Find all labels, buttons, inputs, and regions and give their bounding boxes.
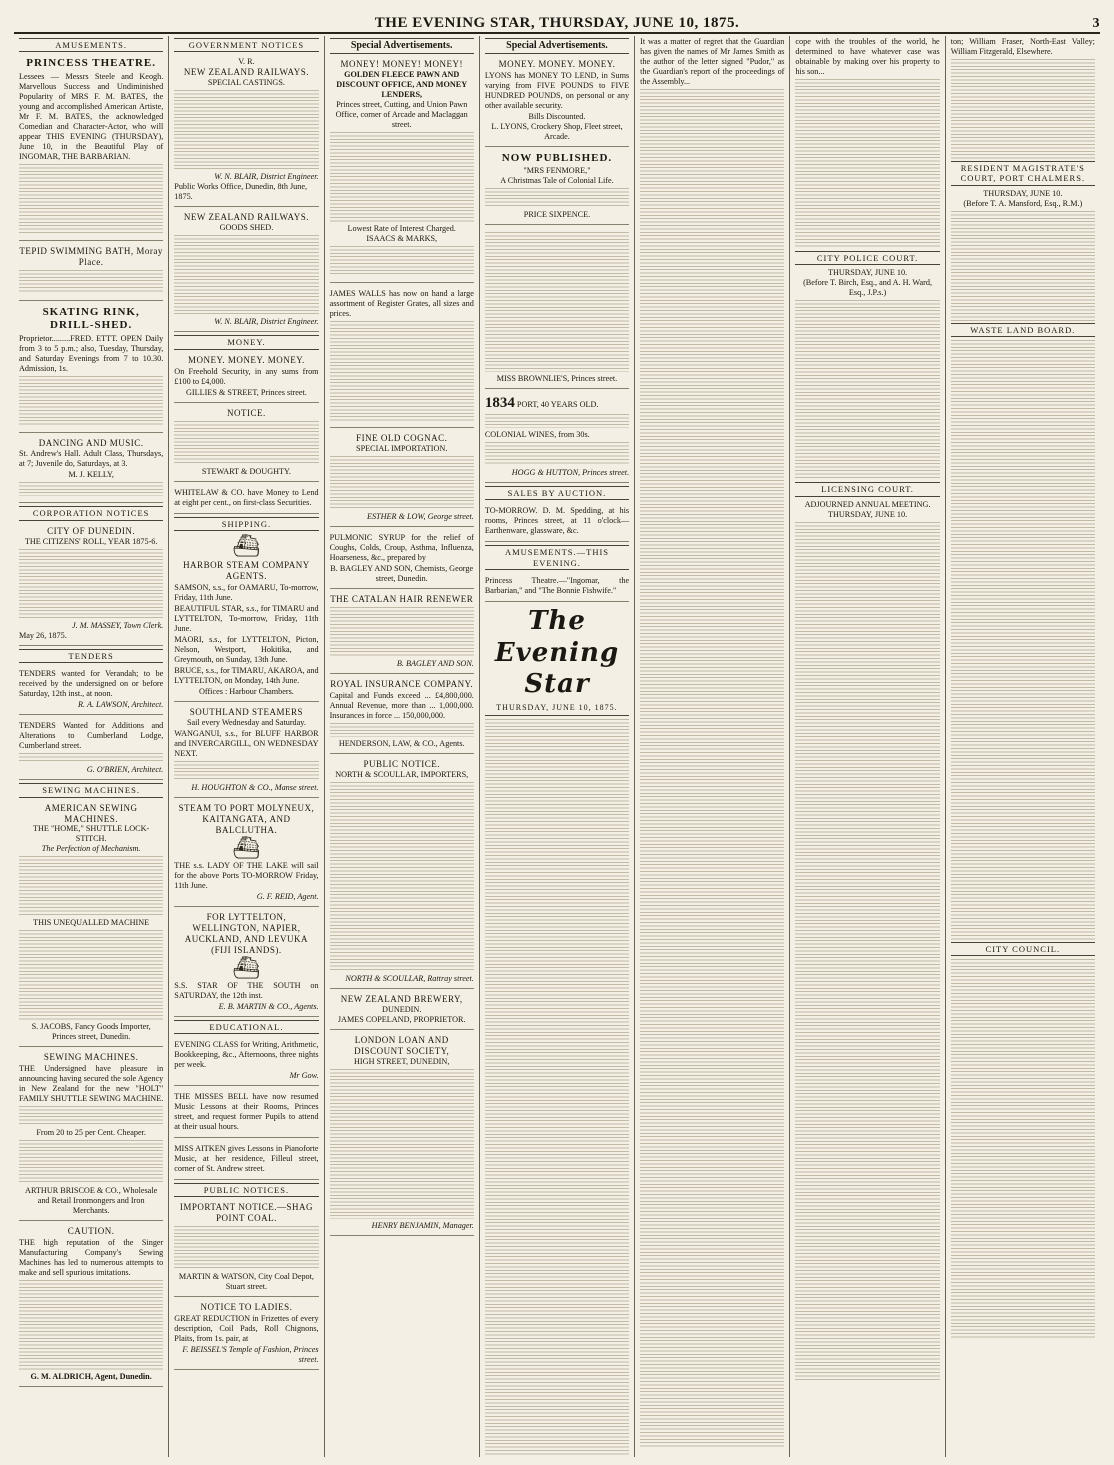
text-block [330,723,474,737]
ad-subheading: "MRS FENMORE," [523,165,591,175]
text-block [330,246,474,276]
court-date: THURSDAY, JUNE 10. [983,188,1063,198]
ad-body: St. Andrew's Hall. Adult Class, Thursdays, at 7; Juvenile do, Saturdays, at 3. [19,449,164,469]
advertisement [174,55,318,207]
ad-body: PULMONIC SYRUP for the relief of Coughs, Colds, Croup, Asthma, Influenza, Hoarseness, &c., prepared by [329,533,474,563]
ad-signature: S. JACOBS, Fancy Goods Importer, Princes street, Dunedin. [31,1022,151,1042]
ad-subheading: Sail every Wednesday and Saturday. [186,717,306,727]
text-block [330,132,474,222]
ad-body: Princess Theatre.—"Ingomar, the Barbarian," and "The Bonnie Fishwife." [484,575,630,595]
advertisement [330,992,474,1030]
ad-subheading: NORTH & SCOULLAR, IMPORTERS, [335,770,469,780]
section-heading: WASTE LAND BOARD. [951,323,1095,337]
advertisement [330,286,474,428]
ad-signature: ISAACS & MARKS, [366,234,438,244]
shipping-notice: SAMSON, s.s., for OAMARU, To-morrow, Friday, 11th June. [174,582,319,602]
ad-subheading: The Perfection of Mechanism. [41,844,141,854]
ad-body: WHITELAW & CO. have Money to Lend at eight per cent., on first-class Securities. [174,487,319,507]
editorial-text [485,719,629,1457]
ad-body: THE Undersigned have pleasure in announcing having secured the sole Agency in New Zealand for the new "HOLT" FAMILY SHUTTLE SEWING MACHINE. [19,1064,164,1104]
steamship-icon: ⛴ [232,834,261,860]
ad-subheading: PRICE SIXPENCE. [523,209,591,219]
section-heading: EDUCATIONAL. [174,1020,318,1034]
ad-note: Lowest Rate of Interest Charged. [347,224,456,234]
court-date: THURSDAY, JUNE 10. [827,268,908,278]
ad-subheading: SPECIAL CASTINGS. [207,78,285,88]
shipping-notice: BRUCE, s.s., for TIMARU, AKAROA, and LYTTELTON, on Monday, 14th June. [174,665,319,685]
ad-note: Offices : Harbour Chambers. [198,686,294,696]
ad-body: A Christmas Tale of Colonial Life. [500,175,614,185]
ad-heading: ROYAL INSURANCE COMPANY. [330,679,474,690]
court-date: THURSDAY, JUNE 10. [827,509,908,519]
advertisement [174,485,318,514]
ad-body: TENDERS Wanted for Additions and Alterations to Cumberland Lodge, Cumberland street. [19,721,164,751]
ad-heading: FINE OLD COGNAC. [356,433,448,444]
ad-body: Lessees — Messrs Steele and Keogh. Marvellous Success and Undiminished Popularity of MRS F. M. BATES, the young and accomplished American Artiste, Mr F. M. BATES, the acknowledged Comedian and Character-Actor, who will appear THIS EVENING (THURSDAY), June 10, in the Beautiful Play of INGOMAR, THE BARBARIAN. [19,71,164,161]
text-block [485,232,629,372]
ad-heading: HARBOR STEAM COMPANY AGENTS. [183,559,310,581]
section-heading: LICENSING COURT. [795,482,939,496]
ad-heading: DANCING AND MUSIC. [38,437,144,448]
advertisement [19,666,163,715]
ad-signature: R. A. LAWSON, Architect. [78,700,164,710]
advertisement [330,677,474,754]
text-block [174,235,318,315]
advertisement [174,910,318,1017]
ad-body: WANGANUI, s.s., for BLUFF HARBOR and INVERCARGILL, ON WEDNESDAY NEXT. [174,728,319,758]
ad-signature: W. N. BLAIR, District Engineer. [214,172,319,182]
section-heading: SEWING MACHINES. [19,783,163,797]
advertisement [19,524,163,646]
column-6 [790,36,945,1457]
text-block [330,607,474,657]
ad-signature: MARTIN & WATSON, City Coal Depot, Stuart street. [178,1272,314,1292]
section-heading: AMUSEMENTS.—THIS EVENING. [485,545,629,570]
text-block [174,90,318,170]
text-block [485,442,629,466]
ad-signature: E. B. MARTIN & CO., Agents. [218,1001,319,1011]
column-5 [635,36,790,1457]
ad-subheading: SPECIAL IMPORTATION. [356,444,448,454]
ad-signature: M. J. KELLY, [68,470,114,480]
newspaper-logo: The Evening Star [494,605,620,700]
text-block [19,856,163,916]
ad-signature: GILLIES & STREET, Princes street. [186,387,307,397]
section-heading: CORPORATION NOTICES [19,506,163,520]
text-block [19,549,163,619]
ad-body: TO-MORROW. D. M. Spedding, at his rooms, Princes street, at 11 o'clock—Earthenware, glassware, &c. [484,506,630,536]
ad-heading: PUBLIC NOTICE. [363,759,440,770]
ad-subheading: DUNEDIN. [382,1005,422,1014]
ad-signature: L. LYONS, Crockery Shop, Fleet street, Arcade. [491,122,623,142]
ad-heading: SKATING RINK, DRILL-SHED. [42,305,140,332]
shipping-notice: MAORI, s.s., for LYTTELTON, Picton, Nelson, Westport, Hokitika, and Greymouth, on Sunday, 13th June. [174,634,319,664]
section-heading: RESIDENT MAGISTRATE'S COURT, PORT CHALMERS. [951,161,1095,186]
ad-body: Capital and Funds exceed ... £4,800,000. Annual Revenue, more than ... 1,000,000. Insurances in force ... 150,000,000. [329,691,474,721]
masthead-title: THE EVENING STAR, THURSDAY, JUNE 10, 1875. [374,15,740,31]
page-number: 3 [1092,16,1100,31]
ad-body: JAMES WALLS has now on hand a large assortment of Register Grates, all sizes and prices. [329,289,474,319]
ad-heading: NOW PUBLISHED. [501,152,613,165]
column-1 [14,36,169,1457]
text-block [19,753,163,763]
ad-heading: CAUTION. [67,1226,115,1237]
ad-heading: STEAM TO PORT MOLYNEUX, KAITANGATA, AND BALCLUTHA. [178,802,315,835]
ad-signature: Mr Gow. [289,1071,319,1080]
advertisement [174,1141,318,1180]
ad-date: Public Works Office, Dunedin, 8th June, 1875. [174,182,308,202]
text-block [174,421,318,465]
ad-subheading: GOODS SHED. [219,223,274,233]
ad-heading: PORT, 40 YEARS OLD. [516,399,599,409]
advertisement [330,530,474,589]
ad-heading: NOTICE TO LADIES. [200,1302,293,1313]
ad-heading: NEW ZEALAND BREWERY, [340,994,463,1005]
text-block [19,482,163,496]
section-heading: SALES BY AUCTION. [485,486,629,500]
text-block [330,1069,474,1219]
court-bench: (Before T. A. Mansford, Esq., R.M.) [963,198,1083,208]
ad-heading: MONEY. MONEY. MONEY. [188,354,305,365]
text-block [330,456,474,510]
ad-signature: B. BAGLEY AND SON, Chemists, George street, Dunedin. [330,564,474,584]
ad-heading: NOTICE. [227,407,266,418]
advertisement [485,503,629,542]
ad-signature: G. F. REID, Agent. [256,891,319,901]
section-heading: Special Advertisements. [330,38,474,54]
steamship-icon: ⛴ [232,532,261,558]
advertisement [19,304,163,433]
ad-signature: J. M. MASSEY, Town Clerk. [72,620,164,630]
ad-signature: HOGG & HUTTON, Princes street. [511,467,630,477]
section-heading: SHIPPING. [174,517,318,531]
ad-body: MISS AITKEN gives Lessons in Pianoforte Music, at her residence, Filleul street, corner of St. Andrew street. [174,1144,319,1173]
ad-signature: ESTHER & LOW, George street. [366,512,474,522]
article-text: ton; William Fraser, North-East Valley; William Fitzgerald, Elsewhere. [950,37,1095,56]
text-block [19,376,163,426]
ad-subheading: GOLDEN FLEECE PAWN AND DISCOUNT OFFICE, AND MONEY LENDERS, [336,70,468,100]
advertisement [330,592,474,674]
advertisement [19,1050,163,1221]
advertisement [330,431,474,527]
board-text [951,340,1095,940]
shipping-notice: BEAUTIFUL STAR, s.s., for TIMARU and LYTTELTON, To-morrow, Friday, 11th June. [174,603,319,633]
text-block [174,1226,318,1270]
ad-subheading: COLONIAL WINES, from 30s. [484,429,590,439]
ad-heading: CITY OF DUNEDIN. [47,525,136,536]
section-heading: AMUSEMENTS. [19,38,163,52]
advertisement [19,1224,163,1387]
column-3 [325,36,480,1457]
ad-signature: MISS BROWNLIE'S, Princes street. [496,373,618,383]
ad-signature: B. BAGLEY AND SON. [396,659,474,669]
section-heading: TENDERS [19,649,163,663]
ad-heading: THE CATALAN HAIR RENEWER [330,594,474,605]
ad-subheading: HIGH STREET, DUNEDIN, [354,1056,450,1066]
ad-body: THE s.s. LADY OF THE LAKE will sail for the above Ports TO-MORROW Friday, 11th June. [174,860,319,890]
advertisement [19,244,163,301]
ad-body: THE high reputation of the Singer Manufacturing Company's Sewing Machines has led to numerous attempts to make and sell spurious imitations. [19,1238,164,1278]
ad-signature: HENDERSON, LAW, & CO., Agents. [338,739,465,749]
dateline: THURSDAY, JUNE 10, 1875. [485,703,629,716]
section-subheading: ADJOURNED ANNUAL MEETING. [804,499,931,509]
section-heading: PUBLIC NOTICES. [174,1183,318,1197]
advertisement [174,406,318,482]
ad-heading: SOUTHLAND STEAMERS [189,706,304,717]
columns [14,36,1100,1457]
court-text [951,211,1095,321]
advertisement [485,57,629,147]
ad-signature: G. O'BRIEN, Architect. [86,765,164,775]
advertisement [330,1033,474,1236]
ad-heading: MONEY. MONEY. MONEY. [498,59,616,70]
advertisement [485,573,629,602]
section-heading: CITY POLICE COURT. [795,251,939,265]
text-block [19,164,163,234]
ad-date: May 26, 1875. [19,630,67,640]
advertisement [19,436,163,504]
section-heading: Special Advertisements. [485,38,629,54]
ad-body: THE MISSES BELL have now resumed Music Lessons at their Rooms, Princes street, and request former Pupils to attend at their usual hours. [174,1092,319,1131]
advertisement [174,705,318,798]
editorial-text [640,89,784,1449]
advertisement [174,1089,318,1138]
ad-subheading: THIS UNEQUALLED MACHINE [33,918,150,928]
advertisement [19,55,163,240]
ad-signature: H. HOUGHTON & CO., Manse street. [191,782,319,792]
ad-signature: ARTHUR BRISCOE & CO., Wholesale and Retail Ironmongers and Iron Merchants. [25,1186,158,1216]
ad-signature: NORTH & SCOULLAR, Rattray street. [345,974,474,984]
advertisement [19,718,163,780]
column-2 [169,36,324,1457]
ad-address: Princes street, Cutting, and Union Pawn Office, corner of Arcade and Maclaggan street. [335,100,468,130]
ad-signature: F. BEISSEL'S Temple of Fashion, Princes street. [182,1345,319,1365]
ad-subheading: THE "HOME," SHUTTLE LOCK-STITCH. [32,824,150,844]
court-text [795,522,939,1382]
ad-subheading: THE CITIZENS' ROLL, YEAR 1875-6. [24,536,158,546]
advertisement [485,150,629,224]
ad-heading: IMPORTANT NOTICE.—SHAG POINT COAL. [179,1202,313,1224]
ad-body: On Freehold Security, in any sums from £100 to £4,000. [174,366,319,386]
text-block [485,414,629,428]
court-text [795,300,939,480]
ad-note: From 20 to 25 per Cent. Cheaper. [36,1128,146,1138]
steamship-icon: ⛴ [232,954,261,980]
advertisement [174,210,318,332]
ad-heading: TEPID SWIMMING BATH, Moray Place. [19,245,163,267]
ad-signature: JAMES COPELAND, PROPRIETOR. [337,1015,466,1024]
text-block [330,321,474,421]
royal-cipher: V. R. [238,57,255,67]
text-block [174,761,318,781]
advertisement [174,1037,318,1086]
section-heading: GOVERNMENT NOTICES [174,38,318,52]
ad-heading: MONEY! MONEY! MONEY! [340,59,463,70]
ad-signature: W. N. BLAIR, District Engineer. [214,317,319,327]
ad-body: Proprietor.........FRED. ETTT. OPEN Daily from 3 to 5 p.m.; also, Tuesday, Thursday, and Saturday Evenings from 7 to 10.30. Admission, 1s. [19,333,164,373]
text-block [19,1140,163,1184]
ad-body: LYONS has MONEY TO LEND, in Sums varying from FIVE POUNDS to FIVE HUNDRED POUNDS, on personal or any other available security. [484,71,630,111]
column-7 [946,36,1100,1457]
ad-signature: HENRY BENJAMIN, Manager. [371,1220,474,1230]
editorial-text [795,79,939,249]
ad-note: Bills Discounted. [528,112,586,122]
section-heading: MONEY. [174,335,318,349]
advertisement [174,801,318,907]
text-block [330,782,474,972]
ad-heading: LONDON LOAN AND DISCOUNT SOCIETY, [354,1035,450,1056]
article-text: cope with the troubles of the world, he determined to have whatever case was obtainable by making over his property to his son... [795,37,940,76]
court-bench: (Before T. Birch, Esq., and A. H. Ward, Esq., J.P.s.) [803,278,933,298]
advertisement [174,558,318,702]
advertisement [485,228,629,389]
advertisement [174,353,318,403]
advertisement [174,1200,318,1297]
editorial-text [951,59,1095,159]
ad-heading: FOR LYTTELTON, WELLINGTON, NAPIER, AUCKLAND, AND LEVUKA (FIJI ISLANDS). [184,911,309,955]
advertisement [330,57,474,283]
text-block [19,930,163,1020]
text-block [19,1106,163,1126]
ad-heading: NEW ZEALAND RAILWAYS. [183,212,309,223]
advertisement [19,801,163,1048]
ad-signature: STEWART & DOUGHTY. [201,466,291,476]
ad-body: S.S. STAR OF THE SOUTH on SATURDAY, the 12th inst. [174,980,319,1000]
ad-heading: SEWING MACHINES. [43,1052,139,1063]
advertisement [485,392,629,483]
ad-heading: NEW ZEALAND RAILWAYS. [183,67,309,78]
ad-body: GREAT REDUCTION in Frizettes of every description, Coil Pads, Roll Chignons, Plaits, from 1s. pair, at [174,1314,319,1344]
text-block [19,270,163,294]
column-4 [480,36,635,1457]
section-heading: CITY COUNCIL. [951,942,1095,956]
article-text: It was a matter of regret that the Guardian has given the names of Mr James Smith as the author of the letter signed "Pudor," as the Guardian's report of the proceedings of the Assembly... [640,37,785,86]
ad-body: EVENING CLASS for Writing, Arithmetic, Bookkeeping, &c., Afternoons, three nights per week. [174,1040,319,1069]
ad-body: TENDERS wanted for Verandah; to be received by the undersigned on or before Saturday, 12th inst., at noon. [19,669,164,699]
text-block [19,1280,163,1370]
ad-heading: PRINCESS THEATRE. [26,57,156,70]
ad-signature: G. M. ALDRICH, Agent, Dunedin. [30,1372,152,1382]
advertisement [174,1300,318,1370]
ad-year: 1834 [484,394,515,411]
council-text [951,959,1095,1339]
masthead [14,6,1100,34]
ad-heading: AMERICAN SEWING MACHINES. [44,802,138,824]
advertisement [330,757,474,989]
text-block [485,188,629,208]
